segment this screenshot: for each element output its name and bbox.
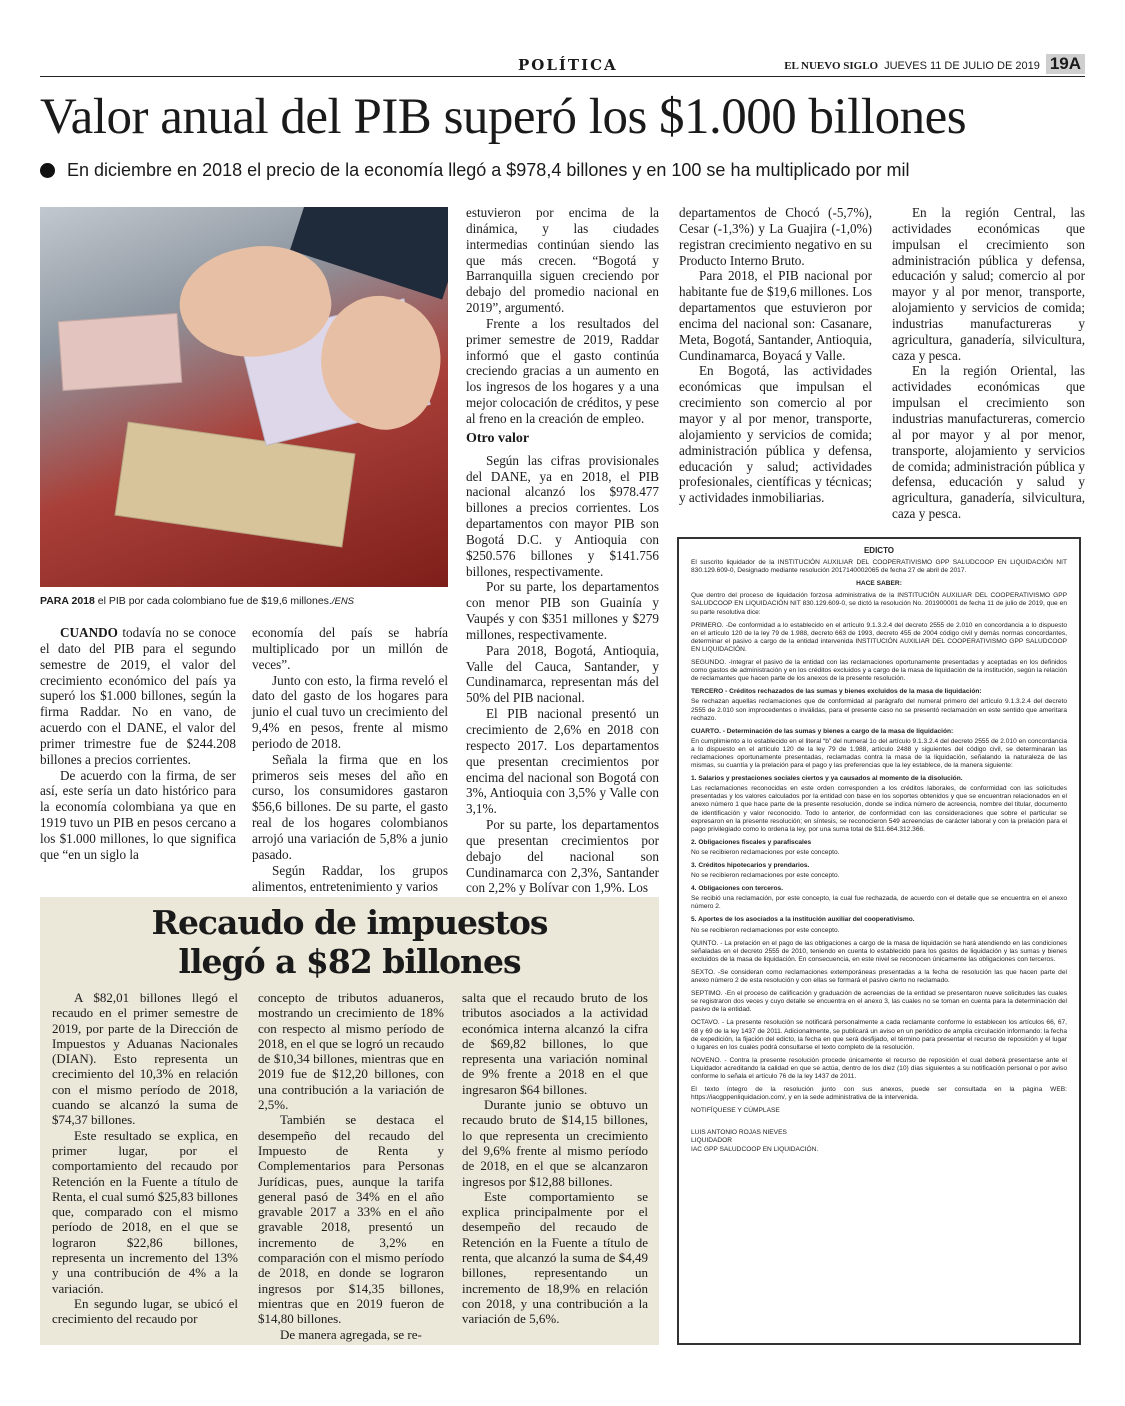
money-photo [40, 207, 448, 587]
subheadline [40, 160, 910, 181]
edicto-paragraph: PRIMERO. -De conformidad a lo establecido en el artículo 9.1.3.2.4 del decreto 2555 de 2.010 en concordancia a lo dispuesto en el artículo 120 de la ley 79 de 1.988, decreto 663 de 1993, decreto 455 de 2004 código civil y demás normas concordantes, determinar el pasivo a cargo de la entidad intervenida INSTITUCIÓN AUXILIAR DEL COOPERATIVISMO GPP SALUDCOOP EN LIQUIDACIÓN. [691, 621, 1067, 653]
edicto-paragraph: No se recibieron reclamaciones por este concepto. [691, 848, 840, 856]
signature-name: LUIS ANTONIO ROJAS NIEVES [691, 1129, 787, 1137]
edicto-paragraph: En cumplimiento a lo establecido en el literal “b” del numeral 1o del artículo 9.1.3.2.4 del decreto 2555 de 2.010 en concordancia a lo dispuesto en el artículo 120 de la ley 79 de 1.988, artículo 2488 y siguientes del código civil, se determinaran las reclamaciones oportunamente presentadas, reclamadas contra la masa de la liquidación, señalando la naturaleza de las mismas, su cuantía y la prelación para el pago y las preferencias que la ley establece, de la manera siguiente: [691, 737, 1067, 770]
paragraph: En Bogotá, las actividades económicas que impulsan el crecimiento son comercio al por mayor y al por menor, transporte, alojamiento y servicios de comida; administración pública y defensa, educación y salud; actividades profesionales, científicas y técnicas; y actividades inmobiliarias. [679, 363, 872, 506]
lead-word: CUANDO [60, 625, 118, 640]
edicto-paragraph: Las reclamaciones reconocidas en este orden corresponden a los créditos laborales, de conformidad con las solicitudes presentadas y los valores calculados por la entidad con base en los soportes obtenidos y que se encuentran relacionados en el anexo número 1 que hace parte de la presente resolución, donde se indica número de acreencia, nombre del titular, documento de identificación y valor reconocido. Todo lo anterior, de conformidad con las consideraciones que sobre el particular se expresaron en la presente resolución; en síntesis, se reconocieron 549 acreencias de carácter laboral y con la prelación para el pago privilegiado como lo ordena la ley, por una suma total de $11.664.312.366. [691, 785, 1067, 833]
paragraph: Este comportamiento se explica principalmente por el desempeño del recaudo de Retención en la Fuente a título de renta, que alcanzó la suma de $4,49 billones, representando un incremento de 18,9% en relación con 2018, y una contribución a la variación de 5,6%. [462, 1188, 648, 1327]
section-label: POLÍTICA [518, 56, 618, 74]
paragraph: En la región Oriental, las actividades económicas que impulsan el crecimiento son industrias manufactureras, comercio al por mayor y al por menor, transporte, alojamiento y servicios de comida; administración pública y defensa, educación y salud y agricultura, ganadería, silvicultura, caza y pesca. [892, 363, 1085, 522]
edicto-paragraph: NOVENO. - Contra la presente resolución procede únicamente el recurso de reposición el cual deberá presentarse ante el Liquidador acreditando la calidad en que se actúa, dentro de los diez (10) días siguientes a su notificación personal o por aviso conforme lo señala el artículo 76 de la ley 1437 de 2011. [691, 1056, 1067, 1080]
article-column-4 [679, 205, 872, 506]
paragraph: Para 2018, el PIB nacional por habitante fue de $19,6 millones. Los departamentos que estuvieron por encima del nacional son: Casanare, Meta, Bogotá, Santander, Antioquia, Cundinamarca, Boyacá y Valle. [679, 268, 872, 363]
edicto-hace-saber: HACE SABER: [856, 580, 902, 588]
signature-role: LIQUIDADOR [691, 1137, 733, 1145]
paragraph: En segundo lugar, se ubicó el crecimiento del recaudo por [52, 1295, 238, 1327]
edicto-paragraph: SEPTIMO. -En el proceso de calificación y graduación de acreencias de la entidad se presentaron nueve solicitudes las cuales se registraron dos veces y cuyo detalle se encuentra en el anexo 3, las cuales no se toman en cuenta para la determinación del pasivo de la entidad. [691, 990, 1067, 1014]
paragraph: El PIB nacional presentó un crecimiento de 2,6% en 2018 con respecto 2017. Los departamentos que presentan crecimientos por encima del nacional son Bogotá con 3%, Antioquia con 3,5% y Valle con 3,1%. [466, 706, 659, 817]
caption-credit: /ENS [331, 596, 355, 607]
box-title-line: Recaudo de impuestos [151, 903, 548, 942]
box-title-line: llegó a $82 billones [178, 942, 521, 981]
edicto-title: EDICTO [863, 546, 895, 555]
caption-text: el PIB por cada colombiano fue de $19,6 millones. [94, 595, 332, 607]
signature-org: IAC GPP SALUDCOOP EN LIQUIDACIÓN. [691, 1145, 819, 1153]
edicto-item-heading: 5. Aportes de los asociados a la institución auxiliar del cooperativismo. [691, 916, 915, 924]
edicto-paragraph: Se rechazan aquellas reclamaciones que de conformidad al parágrafo del numeral primero del artículo 9.1.3.2.4 del decreto 2555 de 2.010 son improcedentes o inválidas, para el presente caso no se presentó reclamación en este sentido que ameritara rechazo. [691, 698, 1067, 722]
paragraph: Señala la firma que en los primeros seis meses del año en curso, los consumidores gastaron $56,6 billones. De su parte, el gasto real de los hogares colombianos arrojó una variación de 5,8% a junio pasado. [252, 751, 448, 862]
edicto-item-heading: 3. Créditos hipotecarios y prendarios. [691, 862, 810, 869]
edicto-signature [691, 1129, 1067, 1153]
paragraph: Por su parte, los departamentos que presentan crecimientos por debajo del nacional son Cundinamarca con 2,3%, Santander con 2,2% y Bolívar con 1,9%. Los [466, 817, 659, 896]
paragraph: Junto con esto, la firma reveló el dato del gasto de los hogares para junio el cual tuvo un crecimiento del 9,4% en pesos, frente al mismo periodo de 2018. [252, 672, 448, 751]
paragraph: departamentos de Chocó (-5,7%), Cesar (-1,3%) y La Guajira (-1,0%) registran crecimiento negativo en su Producto Interno Bruto. [679, 205, 872, 268]
headline: Valor anual del PIB superó los $1.000 billones [40, 89, 967, 145]
bullet-icon [40, 163, 55, 178]
article-column-2 [252, 625, 448, 894]
header-divider [40, 76, 1085, 77]
photo-caption [40, 595, 448, 607]
section-subheading: Otro valor [466, 430, 530, 446]
caption-lead: PARA 2018 [40, 595, 95, 607]
paragraph: Este resultado se explica, en primer lugar, por el comportamiento del recaudo por Retención en la Fuente a título de Renta, el cual sumó $25,83 billones que, comparado con el mismo período de 2018, en el que se lograron $22,86 billones, representa un incremento del 13% y una contribución de 4% a la variación. [52, 1127, 238, 1296]
edicto-heading: TERCERO - Créditos rechazados de las sumas y bienes excluidos de la masa de liquidación: [691, 688, 982, 696]
paragraph: Según Raddar, los grupos alimentos, entretenimiento y varios [252, 862, 448, 894]
edicto-heading: CUARTO. - Determinación de las sumas y bienes a cargo de la masa de liquidación: [691, 727, 954, 735]
box-column-3 [462, 990, 648, 1327]
edicto-paragraph: SEXTO. -Se consideran como reclamaciones extemporáneas presentadas a la fecha de resolución las que hacen parte del anexo número 2 de esta resolución y con ellas se formará el pasivo cierto no reclamado. [691, 968, 1067, 985]
box-title [40, 903, 659, 981]
edicto-item-heading: 4. Obligaciones con terceros. [691, 885, 783, 893]
paragraph: concepto de tributos aduaneros, mostrando un crecimiento de 18% con respecto al mismo período de 2018, en el que se logró un recaudo de $10,34 billones, mientras que en 2019 fue de $12,20 billones, con una contribución a la variación de 2,5%. [258, 990, 444, 1113]
page-number: 19A [1046, 54, 1085, 74]
legal-notice-edicto [677, 537, 1081, 1345]
paragraph: Para 2018, Bogotá, Antioquia, Valle del Cauca, Santander, y Cundinamarca, representan más del 50% del PIB nacional. [466, 642, 659, 706]
edicto-item-heading: 2. Obligaciones fiscales y parafiscales [691, 838, 812, 846]
edicto-paragraph: El texto íntegro de la resolución junto con sus anexos, puede ser consultada en la página WEB: https://iacgppenliquidacion.com/, y en la sede administrativa de la intervenida. [691, 1086, 1067, 1102]
paragraph: De manera agregada, se re- [280, 1326, 422, 1342]
box-column-1 [52, 990, 238, 1327]
paragraph: estuvieron por encima de la dinámica, y las ciudades intermedias continúan siendo las que más crecen. “Bogotá y Barranquilla siguen creciendo por debajo del promedio nacional en 2019”, argumentó. [466, 205, 659, 316]
newspaper-name: EL NUEVO SIGLO [784, 60, 879, 72]
paragraph: En la región Central, las actividades económicas que impulsan el crecimiento son administración pública y defensa, educación y salud; comercio al por mayor y al por menor, transporte, alojamiento y servicios de comida; industrias manufactureras y agricultura, ganadería, silvicultura, caza y pesca. [892, 205, 1085, 363]
edicto-paragraph: Que dentro del proceso de liquidación forzosa administrativa de la INSTITUCIÓN AUXILIAR DEL COOPERATIVISMO GPP SALUDCOOP EN LIQUIDACIÓN NIT 830.129.609-0, se dictó la resolución No. 201900001 de fecha 11 de julio de 2019, que en su parte resolutiva dice: [691, 592, 1067, 616]
paragraph: Frente a los resultados del primer semestre de 2019, Raddar informó que el gasto continúa creciendo gracias a un aumento en los ingresos de los hogares y a una mejor colocación de créditos, y pese al freno en la creación de empleo. [466, 315, 659, 426]
paragraph: Durante junio se obtuvo un recaudo bruto de $14,15 billones, lo que representa un crecimiento del 9,6% frente al mismo período de 2018, en el que se alcanzaron ingresos por $12,88 billones. [462, 1097, 648, 1189]
box-column-2 [258, 990, 444, 1342]
edicto-paragraph: No se recibieron reclamaciones por este concepto. [691, 926, 840, 934]
edicto-notifiquese: NOTIFÍQUESE Y CÚMPLASE [691, 1107, 780, 1115]
photo-banknote [115, 421, 356, 547]
edicto-item-heading: 1. Salarios y prestaciones sociales ciertos y ya causados al momento de la disolución. [691, 775, 963, 783]
paragraph: economía del país se habría multiplicado por un millón de veces”. [252, 625, 448, 672]
page-header-info [784, 54, 1085, 74]
article-column-3 [466, 205, 659, 896]
paragraph: todavía no se conoce el dato del PIB para el segundo semestre de 2019, el valor del crecimiento económico del país ya superó los $1.000 billones, según la firma Raddar. No en vano, de acuerdo con el DANE, el valor del primer trimestre fue de $244.208 billones a precios corrientes. [40, 625, 236, 767]
paragraph: A $82,01 billones llegó el recaudo en el primer semestre de 2019, por parte de la Dirección de Impuestos y Aduanas Nacionales (DIAN). Esto representa un crecimiento del 10,3% en relación con el mismo período de 2018, cuando se alcanzó la suma de $74,37 billones. [52, 990, 238, 1128]
paragraph: Por su parte, los departamentos con menor PIB son Guainía y Vaupés y con $351 millones y $279 millones, respectivamente. [466, 579, 659, 642]
issue-date: JUEVES 11 DE JULIO DE 2019 [884, 60, 1040, 72]
paragraph: De acuerdo con la firma, de ser así, este sería un dato histórico para la economía colombiana ya que en 1919 tuvo un PIB en pesos cercano a los $1.000 millones, lo que significa que “en un siglo la [40, 767, 236, 862]
article-column-1 [40, 625, 236, 863]
edicto-paragraph: SEGUNDO. -Integrar el pasivo de la entidad con las reclamaciones oportunamente presentadas y aceptadas en los definidos como gastos de administración y en los créditos excluidos y a cargo de la masa de liquidación de la institución, según la relación de reclamantes que hacen parte de los anexos de la presente resolución. [691, 659, 1067, 683]
paragraph: Según las cifras provisionales del DANE, ya en 2018, el PIB nacional alcanzó los $978.477 billones a precios corrientes. Los departamentos con mayor PIB son Bogotá D.C. y Antioquia con $250.576 billones y $141.756 billones, respectivamente. [466, 452, 659, 579]
photo-banknote [58, 313, 183, 391]
edicto-paragraph: QUINTO. - La prelación en el pago de las obligaciones a cargo de la masa de liquidación se hará atendiendo en las condiciones señaladas en el decreto 2555 de 2010, teniendo en cuenta lo establecido para los gastos de liquidación y las sumas y bienes excluidos de la masa de liquidación. En consecuencia, en este nivel se reconocen únicamente las obligaciones con terceros. [691, 939, 1067, 963]
edicto-intro: El suscrito liquidador de la INSTITUCIÓN AUXILIAR DEL COOPERATIVISMO GPP SALUDCOOP EN LIQUIDACIÓN NIT 830.129.609-0, Designado mediante resolución 2017140002065 de fecha 27 de abril de 2017. [691, 559, 1067, 575]
edicto-paragraph: OCTAVO. - La presente resolución se notificará personalmente a cada reclamante conforme lo establecen los artículos 66, 67, 68 y 69 de la ley 1437 de 2011. Adicionalmente, se publicará un aviso en un periódico de amplia circulación informando: la fecha de expedición, la fijación del edicto, la fecha en que será desfijado, el término para presentar el recurso de reposición y el lugar o lugares en los cuales podrá consultarse el texto completo de la resolución. [691, 1019, 1067, 1051]
paragraph: También se destaca el desempeño del recaudo del Impuesto de Renta y Complementarios para Personas Jurídicas, pues, aunque la tarifa general pasó de 34% en el año gravable 2017 a 33% en el año gravable 2018, presentó un incremento de 3,2% en comparación con el mismo período de 2018, en donde se lograron ingresos por $14,35 billones, mientras que en 2019 fueron de $14,80 billones. [258, 1112, 444, 1327]
article-column-5 [892, 205, 1085, 522]
edicto-paragraph: Se recibió una reclamación, por este concepto, la cual fue rechazada, de acuerdo con el detalle que se encuentra en el anexo número 2. [691, 895, 1067, 911]
paragraph: salta que el recaudo bruto de los tributos asociados a la actividad económica interna alcanzó la cifra de $69,82 billones, lo que representa una variación nominal de 9% frente a 2018 en el que ingresaron $64 billones. [462, 990, 648, 1097]
edicto-paragraph: No se recibieron reclamaciones por este concepto. [691, 872, 840, 880]
subheadline-text: En diciembre en 2018 el precio de la economía llegó a $978,4 billones y en 100 se ha multiplicado por mil [67, 160, 910, 180]
